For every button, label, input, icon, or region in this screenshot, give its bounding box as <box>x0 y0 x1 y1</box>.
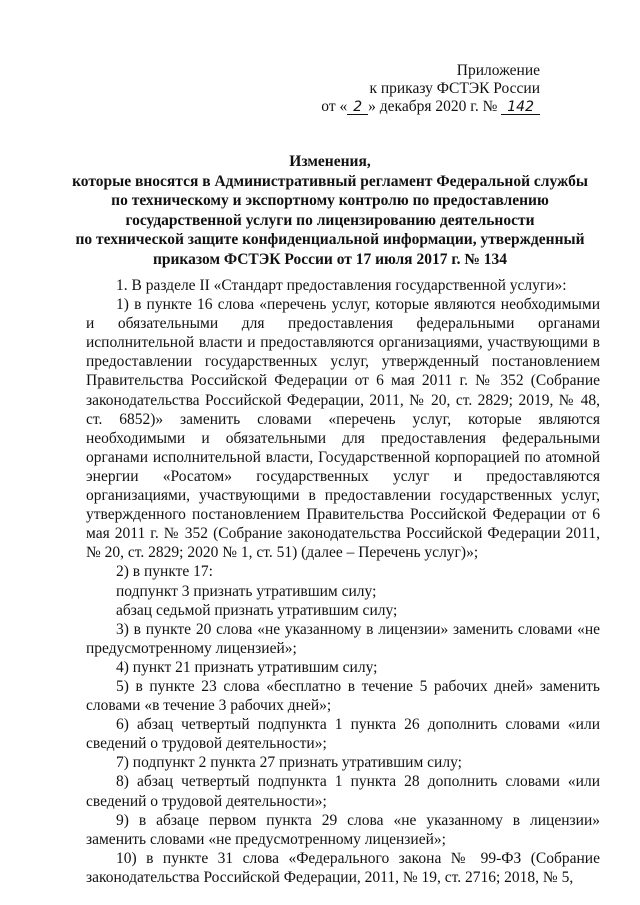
paragraph-item-9: 9) в абзаце первом пункта 29 слова «не указанному в лицензии» заменить словами «не предусмотренному лицензией»; <box>86 811 600 848</box>
title-line: которые вносятся в Административный регламент Федеральной службы <box>72 172 588 190</box>
handwritten-order-number: 142 <box>501 100 540 115</box>
title-line: государственной услуги по лицензированию деятельности <box>125 211 535 229</box>
paragraph-item-10: 10) в пункте 31 слова «Федерального закона № 99-ФЗ (Собрание законодательства Российской Федерации, 2011, № 19, ст. 2716; 2018, № 5, <box>86 849 600 886</box>
paragraph-subitem: абзац седьмой признать утратившим силу; <box>116 601 398 619</box>
document-body <box>86 276 600 887</box>
title-line: по технической защите конфиденциальной информации, утвержденный <box>75 231 585 248</box>
paragraph-item-5: 5) в пункте 23 слова «бесплатно в течение 5 рабочих дней» заменить словами «в течение 3 рабочих дней»; <box>86 677 600 715</box>
paragraph-item-1: 1) в пункте 16 слова «перечень услуг, которые являются необходимыми и обязательными для предоставления федеральными органами исполнительной власти и предоставляются организациями, участвующими в предоставлении государственных услуг, утвержденный постановлением Правительства Российской Федерации от 6 мая 2011 г. № 352 (Собрание законодательства Российской Федерации, 2011, № 20, ст. 2829; 2019, № 48, ст. 6852)» заменить словами «перечень услуг, которые являются необходимыми и обязательными для предоставления федеральными органами исполнительной власти, Государственной корпорацией по атомной энергии «Росатом» государственных услуг и предоставляются организациями, участвующими в предоставлении государственных услуг, утвержденного постановлением Правительства Российской Федерации от 6 мая 2011 г. № 352 (Собрание законодательства Российской Федерации 2011, № 20, ст. 2829; 2020 № 1, ст. 51) (далее – Перечень услуг)»; <box>86 296 600 562</box>
appendix-header <box>321 62 540 116</box>
paragraph-subitem: подпункт 3 признать утратившим силу; <box>116 582 377 600</box>
paragraph-item-7: 7) подпункт 2 пункта 27 признать утратившим силу; <box>116 754 462 772</box>
handwritten-day: 2 <box>347 100 368 115</box>
paragraph-item-6: 6) абзац четвертый подпункта 1 пункта 26 дополнить словами «или сведений о трудовой деятельности»; <box>86 716 600 753</box>
appendix-date-line <box>321 98 540 116</box>
paragraph-item-3: 3) в пункте 20 слова «не указанному в лицензии» заменить словами «не предусмотренному лицензией»; <box>86 620 600 657</box>
section-heading: 1. В разделе II «Стандарт предоставления государственной услуги»: <box>116 277 567 294</box>
date-middle: » декабря 2020 г. № <box>368 98 498 115</box>
date-prefix: от « <box>321 98 348 115</box>
paragraph-item-8: 8) абзац четвертый подпункта 1 пункта 28 дополнить словами «или сведений о трудовой деятельности»; <box>86 773 600 810</box>
paragraph-item-2: 2) в пункте 17: <box>116 563 213 581</box>
title-line: приказом ФСТЭК России от 17 июля 2017 г. № 134 <box>152 250 508 268</box>
appendix-title: Приложение <box>456 62 540 79</box>
document-title <box>60 152 600 269</box>
paragraph-item-4: 4) пункт 21 признать утратившим силу; <box>116 658 378 676</box>
title-line: Изменения, <box>289 153 371 170</box>
title-line: по техническому и экспортному контролю по предоставлению <box>111 192 549 209</box>
appendix-order-ref: к приказу ФСТЭК России <box>369 80 540 97</box>
